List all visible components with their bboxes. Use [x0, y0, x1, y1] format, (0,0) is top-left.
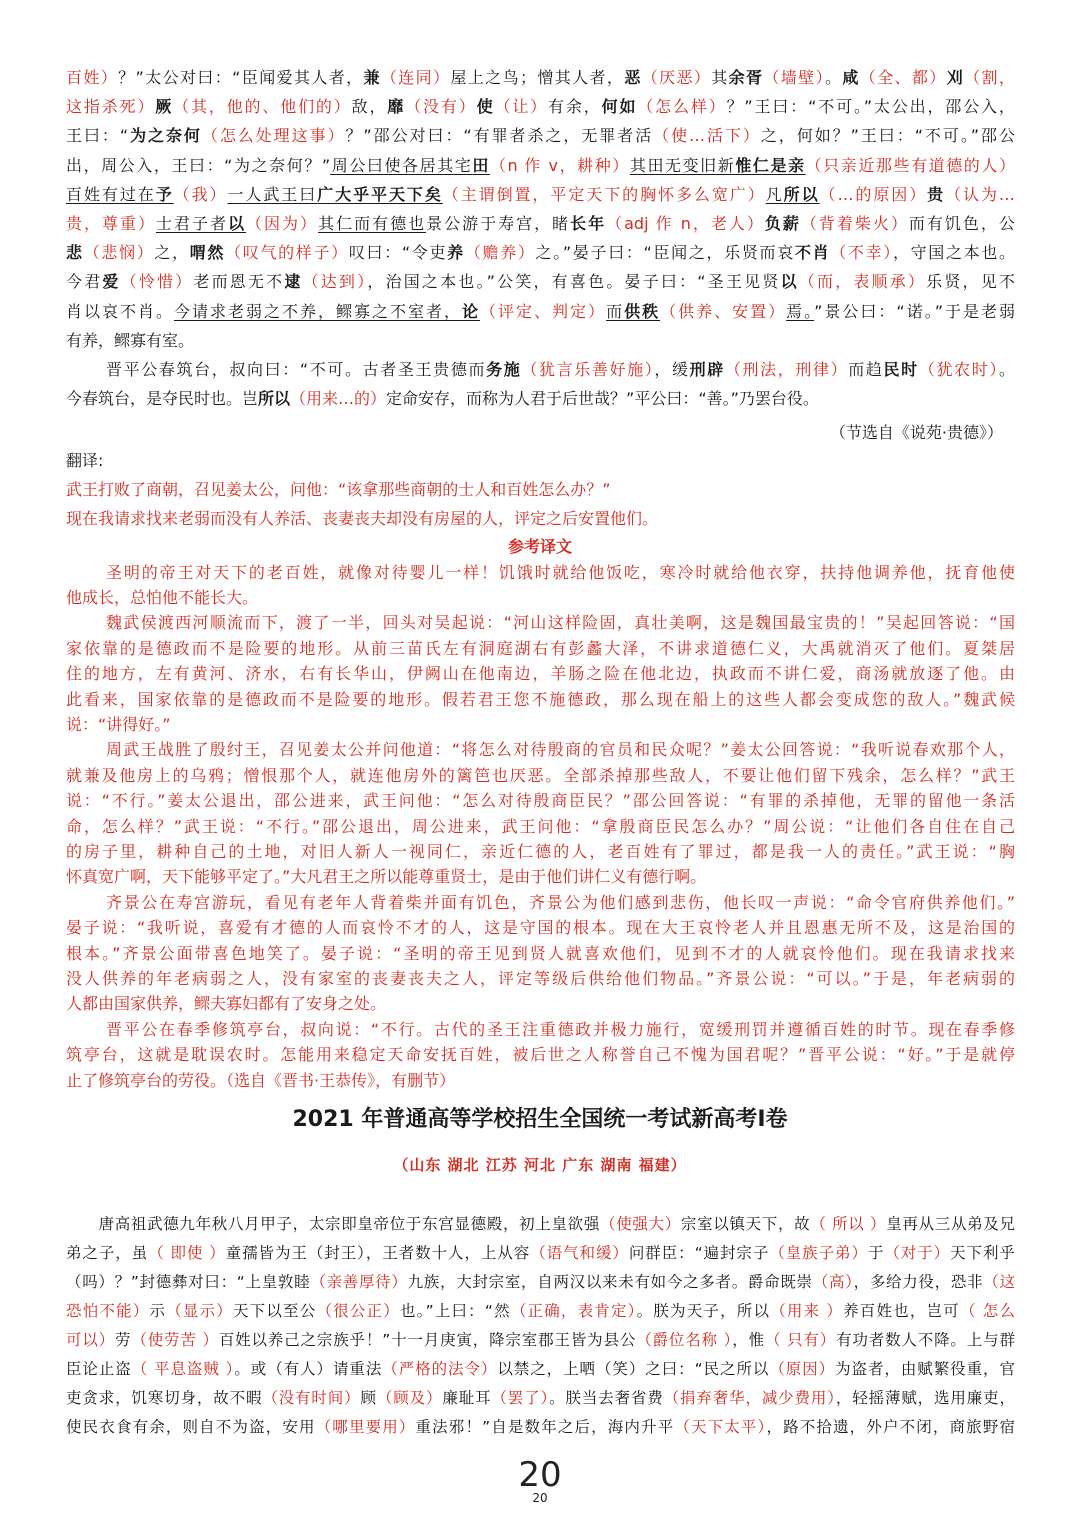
annotation-text: （ 平息盗贼 ） [131, 1359, 235, 1378]
annotation-text: （天下太平） [674, 1417, 767, 1436]
underlined-text: 凡 [765, 184, 784, 204]
annotation-text: （而，表顺承） [798, 272, 927, 292]
key-word: 恶 [624, 68, 642, 87]
key-word: 刑辟 [689, 360, 725, 380]
key-word: 以 [780, 272, 799, 292]
annotation-text: （ 所以 ） [810, 1214, 887, 1233]
key-word: 刈 [946, 68, 965, 87]
text-run: 其 [711, 68, 729, 87]
text-line: 就兼及他房上的乌鸦；憎恨那个人，就连他房外的篱笆也厌恶。全部杀掉那些敌人，不要让他们留下残余，怎么样？”武王 [66, 765, 1015, 785]
text-run: ，多给力役，恐非 [853, 1272, 984, 1291]
underlined-text: 百姓有过在 [66, 184, 156, 204]
text-run: 童孺皆为王（封王），王者数十人，上从容 [225, 1243, 531, 1262]
annotation-text: （割， [964, 68, 1015, 87]
text-line [66, 121, 1015, 150]
text-line [66, 326, 1015, 355]
text-run: 而有饥色，公 [908, 214, 1015, 234]
text-run: 使民衣食有余，则自不为盗，安用 [66, 1417, 316, 1436]
text-run: ，缓 [654, 360, 690, 380]
text-line: 此看来，国家依靠的是德政而不是险要的地形。假若君王您不施德政，那么现在船上的这些人都会变成您的敌人。”魏武候 [66, 689, 1015, 709]
annotation-text: （ 即使 ） [148, 1243, 226, 1262]
text-run: 。或（有人）请重法 [234, 1359, 383, 1378]
text-run: 九族，大封宗室，自两汉以来未有如今之多者。爵命既崇 [407, 1272, 813, 1291]
text-run: ？”王曰：“不可。”太公出，邵公入， [726, 97, 1015, 117]
paragraph [66, 1017, 1015, 1093]
text-run: 。朕为天子，所以 [636, 1301, 771, 1320]
text-line: 止了修筑亭台的劳役。（选自《晋书·王恭传》，有删节） [66, 1070, 456, 1090]
key-word: 为之奈何 [128, 126, 202, 146]
text-run: 于 [867, 1243, 885, 1262]
key-word: 养 [447, 243, 465, 263]
annotation-text: （ 怎么 [959, 1301, 1015, 1320]
annotation-text: （语气和缓） [530, 1243, 629, 1262]
annotation-text: （认为… [945, 184, 1015, 204]
key-word: 悲 [66, 243, 84, 263]
key-word: 广大乎平天下矣 [317, 184, 443, 204]
key-word: 惟仁是亲 [735, 155, 806, 175]
key-word: 咸 [842, 68, 860, 87]
text-run: 以禁之，上哂（笑）之曰：“民之所以 [497, 1359, 770, 1378]
text-line [66, 267, 1015, 296]
annotation-text: （主谓倒置，平定天下的胸怀多么宽广） [442, 184, 766, 204]
text-line [66, 1268, 1015, 1297]
text-line: 的房子里，耕种自己的土地，对旧人新人一视同仁，亲近仁德的人，老百姓有了罪过，都是我一人的责任。”武王说：“胸 [66, 841, 1015, 861]
annotation-text: （只亲近那些有道德的人） [805, 155, 1015, 175]
text-line: 齐景公在寿宫游玩，看见有老年人背着柴并面有饥色，齐景公为他们感到悲伤，他长叹一声说：“命令官府供养他们。” [106, 892, 1015, 912]
text-line [66, 63, 1015, 92]
text-run: 。朕当去奢省费 [549, 1388, 664, 1407]
underlined-text: 焉。 [786, 301, 815, 321]
text-run: 问群臣：“遍封宗子 [628, 1243, 770, 1262]
text-line: 魏武侯渡西河顺流而下，渡了一半，回头对吴起说：“河山这样险固，真壮美啊，这是魏国最宝贵的！”吴起回答说：“国 [106, 613, 1015, 633]
text-line [66, 1239, 1015, 1268]
text-line: 筑亭台，这就是耽误农时。怎能用来稳定天命安抚百姓，被后世之人称誉自己不愧为国君呢？”晋平公说：“好。”于是就停 [66, 1045, 1015, 1065]
reference-translation-title: 参考译文 [507, 537, 572, 556]
annotation-text: （…的原因） [819, 184, 928, 204]
annotation-text: （没有时间） [262, 1388, 361, 1407]
text-run: 之。”晏子曰：“臣闻之，乐贤而哀 [535, 243, 795, 263]
key-word: 不肖 [794, 243, 831, 263]
text-line [66, 1413, 1015, 1442]
text-run: 有养，鳏寡有室。 [66, 330, 195, 350]
text-line: 他成长，总怕他不能长大。 [66, 587, 259, 607]
paragraph [66, 737, 1015, 889]
annotation-text: （罢了） [491, 1388, 550, 1407]
annotation-text: 可以） [66, 1330, 116, 1349]
underlined-text: 其田无变旧新 [629, 155, 736, 175]
text-run: 天下以至公 [232, 1301, 317, 1320]
text-run: 吏贪求，饥寒切身，故不暇 [66, 1388, 263, 1407]
text-run: 肖以哀不肖。 [66, 301, 175, 321]
annotation-text: （用来 ） [770, 1301, 844, 1320]
paragraph [66, 1210, 1015, 1442]
text-run: 皇再从三从弟及兄 [886, 1214, 1015, 1233]
text-line: 说：“不行。”姜太公退出，邵公进来，武王问他：“怎么对待殷商臣民？”邵公回答说：“有罪的杀掉他，无罪的留他一条活 [66, 791, 1015, 811]
text-line [66, 297, 1015, 326]
annotation-text: （亲善厚待） [310, 1272, 408, 1291]
text-run: 劳 [115, 1330, 132, 1349]
text-run: 晋平公春筑台，叔向曰：“不可。古者圣王贵德而 [106, 360, 487, 380]
annotation-text: （严格的法令） [382, 1359, 498, 1378]
text-run: 养百姓也，岂可 [843, 1301, 960, 1320]
key-word: 务施 [486, 360, 522, 380]
annotation-text: （连同） [380, 68, 451, 87]
key-word: 田 [472, 155, 490, 175]
annotation-text: （n 作 v，耕种） [489, 155, 630, 175]
underlined-text: 其仁而有德也 [318, 214, 427, 234]
text-line: 人都由国家供养，鳏夫寡妇都有了安身之处。 [66, 994, 387, 1014]
text-run: 有功者数人不降。上与群 [836, 1330, 1015, 1349]
text-run: 百姓以养己之宗族乎！”十一月庚寅，降宗室郡王皆为县公 [218, 1330, 637, 1349]
annotation-text: （刑法，刑律） [724, 360, 849, 380]
annotation-text: （叹气的样子） [225, 243, 349, 263]
underlined-text: 而 [606, 301, 625, 321]
classical-passage [66, 63, 1015, 413]
text-run: 乐贤，见不 [926, 272, 1015, 292]
text-run: 廉耻耳 [442, 1388, 492, 1407]
text-line [66, 1326, 1015, 1355]
exam-subtitle: （山东 湖北 江苏 河北 广东 湖南 福建） [393, 1156, 687, 1174]
text-line [66, 1210, 1015, 1239]
text-run: 示 [149, 1301, 167, 1320]
underlined-text: 士君子者 [156, 214, 229, 234]
annotation-text: （全、都） [859, 68, 947, 87]
text-run: 天下利乎 [950, 1243, 1015, 1262]
annotation-text: （墙壁） [763, 68, 825, 87]
text-run: 今春筑台，是夺民时也。岂 [66, 389, 259, 409]
annotation-text: （对于） [884, 1243, 951, 1262]
annotation-text: （怎么处理这事） [201, 126, 346, 146]
annotation-text: （因为） [246, 214, 319, 234]
annotation-text: （皇族子弟） [769, 1243, 868, 1262]
underlined-text: 周公曰使各居其宅 [330, 155, 473, 175]
text-run: 也。”上曰：“然 [399, 1301, 511, 1320]
text-run: 唐高祖武德九年秋八月甲子，太宗即皇帝位于东宫显德殿，初上皇欲强 [98, 1214, 601, 1233]
annotation-text: （adj 作 n，老人） [606, 214, 765, 234]
text-run: ？”太公对曰：“臣闻爱其人者， [118, 68, 364, 87]
text-run: 而趋 [848, 360, 884, 380]
text-run: 出，周公入，王曰：“为之奈何？” [66, 155, 331, 175]
annotation-text: （其，他的、他们的） [173, 97, 352, 117]
annotation-text: （供养、安置） [660, 301, 787, 321]
key-word: 所以 [783, 184, 820, 204]
text-line [66, 180, 1015, 209]
text-run: 今君 [66, 272, 103, 292]
text-run: 。 [998, 360, 1015, 380]
annotation-text: （没有） [405, 97, 477, 117]
text-line [66, 1297, 1015, 1326]
annotation-text: （爵位名称 ） [636, 1330, 733, 1349]
key-word: 爱 [102, 272, 121, 292]
text-line: 说：“讲得好。” [66, 714, 171, 734]
annotation-text: 这指杀死） [66, 97, 156, 117]
key-word: 负薪 [764, 214, 801, 234]
text-line [66, 355, 1015, 384]
annotation-text: （哪里要用） [315, 1417, 416, 1436]
text-run: 顾 [360, 1388, 377, 1407]
text-run: 景公游于寿宫，睹 [426, 214, 571, 234]
text-run: （吗）？”封德彝对曰：“上皇敦睦 [66, 1272, 311, 1291]
text-line [66, 384, 1015, 413]
annotation-text: （让） [494, 97, 549, 117]
annotation-text: （悲悯） [83, 243, 155, 263]
annotation-text: （顾及） [376, 1388, 443, 1407]
page-number-small: 20 [532, 1491, 548, 1505]
underlined-text: 今请求老弱之不养，鳏寡之不室者， [174, 301, 463, 321]
paragraph [66, 610, 1015, 737]
text-run: 敌， [351, 97, 388, 117]
text-line [66, 238, 1015, 267]
paragraph [66, 890, 1015, 1017]
translation-notes [66, 475, 1015, 533]
text-run: 之，何如？”王曰：“不可。”邵公 [760, 126, 1015, 146]
text-run: 有余， [548, 97, 602, 117]
underlined-text: 一人武王曰 [227, 184, 318, 204]
annotation-text: （我） [173, 184, 228, 204]
text-line [66, 151, 1015, 180]
paragraph [66, 504, 1015, 533]
key-word: 余胥 [728, 68, 764, 87]
key-word: 贵 [927, 184, 946, 204]
text-line [66, 1384, 1015, 1413]
page-number: 20 [518, 1455, 562, 1495]
key-word: 兼 [363, 68, 381, 87]
key-word: 以 [228, 214, 247, 234]
key-word: 所以 [258, 389, 291, 409]
reference-translation [66, 560, 1015, 1094]
paragraph [66, 475, 1015, 504]
text-run: ，守国之本也。 [892, 243, 1015, 263]
key-word: 喟然 [189, 243, 226, 263]
translation-label: 翻译: [66, 451, 104, 470]
annotation-text: （不幸） [830, 243, 893, 263]
annotation-text: （犹农时） [918, 360, 999, 380]
text-line: 没人供养的年老病弱之人，没有家室的丧妻丧夫之人，评定等级后供给他们物品。”齐景公说：“可以。”于是，年老病弱的 [66, 969, 1015, 988]
annotation-text: （背着柴火） [800, 214, 909, 234]
text-line: 武王打败了商朝，召见姜太公，问他：“该拿那些商朝的士人和百姓怎么办？” [66, 480, 611, 499]
paragraph [66, 63, 1015, 355]
annotation-text: （捐弃奢华，减少费用） [663, 1388, 836, 1407]
text-run: 屋上之鸟；憎其人者， [450, 68, 625, 87]
key-word: 靡 [387, 97, 406, 117]
annotation-text: 百姓） [66, 68, 119, 87]
text-run: 之， [154, 243, 190, 263]
annotation-text: （很公正） [316, 1301, 400, 1320]
key-word: 长年 [570, 214, 607, 234]
text-run: 臣论止盗 [66, 1359, 132, 1378]
annotation-text: （使…活下） [653, 126, 761, 146]
annotation-text: （用来…的） [290, 389, 387, 409]
text-run: 宗室以镇天下，故 [680, 1214, 811, 1233]
annotation-text: 贵，尊重） [66, 214, 157, 234]
annotation-text: （使劳苦 ） [131, 1330, 219, 1349]
annotation-text: （厌恶） [641, 68, 712, 87]
key-word: 何如 [601, 97, 638, 117]
key-word: 厥 [155, 97, 174, 117]
key-word: 供秩 [624, 301, 661, 321]
text-run: ”景公曰：“诺。”于是老弱 [814, 301, 1015, 321]
key-word: 予 [155, 184, 174, 204]
text-line: 怀真宽广啊，天下能够平定了。”大凡君王之所以能尊重贤士，是由于他们讲仁义有德行啊。 [66, 867, 707, 887]
annotation-text: （评定、判定） [480, 301, 607, 321]
text-line: 家依靠的是德政而不是险要的地形。从前三苗氏左有洞庭湖右有彭蠡大泽，不讲求道德仁义，大禹就消灭了他们。夏桀居 [66, 638, 1015, 658]
exam-passage [66, 1210, 1015, 1442]
key-word: 逮 [284, 272, 303, 292]
exam-title: 2021 年普通高等学校招生全国统一考试新高考I卷 [292, 1107, 788, 1132]
text-run: 叹曰：“令吏 [348, 243, 448, 263]
text-run: 重法邪！”自是数年之后，海内升平 [415, 1417, 675, 1436]
text-line: 周武王战胜了殷纣王，召见姜太公并问他道：“将怎么对待殷商的官员和民众呢？”姜太公回答说：“我听说春欢那个人， [106, 740, 1015, 760]
text-line: 晏子说：“我听说，喜爱有才德的人而哀怜不才的人，这是守国的根本。现在大王哀怜老人并且恩惠无所不及，这是治国的 [66, 918, 1015, 938]
annotation-text: （这 [983, 1272, 1015, 1291]
text-run: 为盗者，由赋繁役重，官 [835, 1359, 1015, 1378]
annotation-text: （使强大） [600, 1214, 681, 1233]
annotation-text: （怎么样） [637, 97, 727, 117]
text-line [66, 92, 1015, 121]
text-run: 定命安存，而称为人君于后世哉？”平公曰：“善。”乃罢台役。 [386, 389, 819, 409]
text-line [66, 1355, 1015, 1384]
annotation-text: （显示） [166, 1301, 233, 1320]
text-run: 王曰：“ [66, 126, 129, 146]
text-line: 住的地方，左有黄河、济水，右有长华山，伊阙山在他南边，羊肠之险在他北边，执政而不讲仁爱，商汤就放逐了他。由 [66, 664, 1015, 684]
text-line [66, 209, 1015, 238]
annotation-text: （怜惜） [120, 272, 194, 292]
text-run: ，惟 [732, 1330, 765, 1349]
key-word: 民时 [883, 360, 919, 380]
text-run: ？”邵公对曰：“有罪者杀之，无罪者活 [345, 126, 654, 146]
paragraph [66, 355, 1015, 413]
source-citation: （节选自《说苑·贵德》） [829, 423, 1003, 442]
key-word: 论 [462, 301, 481, 321]
annotation-text: （正确，表肯定） [510, 1301, 637, 1320]
text-run: ，路不拾遗，外户不闭，商旅野宿 [766, 1417, 1015, 1436]
key-word: 使 [476, 97, 495, 117]
text-run: 。 [824, 68, 843, 87]
annotation-text: （犹言乐善好施） [521, 360, 655, 380]
paragraph [66, 560, 1015, 611]
text-run: ，治国之本也。”公笑，有喜色。晏子曰：“圣王见贤 [367, 272, 781, 292]
text-line: 现在我请求找来老弱而没有人养活、丧妻丧夫却没有房屋的人，评定之后安置他们。 [66, 509, 659, 528]
text-line: 根本。”齐景公面带喜色地笑了。晏子说：“圣明的帝王见到贤人就喜欢他们，见到不才的人就哀怜他们。现在我请求找来 [66, 943, 1015, 963]
text-run: ，轻摇薄赋，选用廉吏， [835, 1388, 1015, 1407]
text-line: 命，怎么样？”武王说：“不行。”邵公退出，周公进来，武王问他：“拿殷商臣民怎么办？”周公说：“让他们各自住在自己 [66, 816, 1015, 836]
text-line: 圣明的帝王对天下的老百姓，就像对待婴儿一样！饥饿时就给他饭吃，寒冷时就给他衣穿，扶持他调养他，抚育他使 [106, 562, 1015, 582]
text-run: 弟之子，虽 [66, 1243, 149, 1262]
text-line: 晋平公在春季修筑亭台，叔向说：“不行。古代的圣王注重德政并极力施行，宽缓刑罚并遵循百姓的时节。现在春季修 [106, 1019, 1015, 1039]
annotation-text: （原因） [769, 1359, 836, 1378]
annotation-text: （高） [812, 1272, 854, 1291]
annotation-text: （达到） [302, 272, 368, 292]
text-run: 老而恩无不 [193, 272, 285, 292]
annotation-text: （赡养） [464, 243, 536, 263]
annotation-text: （ 只有） [764, 1330, 837, 1349]
annotation-text: 恐怕不能） [66, 1301, 150, 1320]
